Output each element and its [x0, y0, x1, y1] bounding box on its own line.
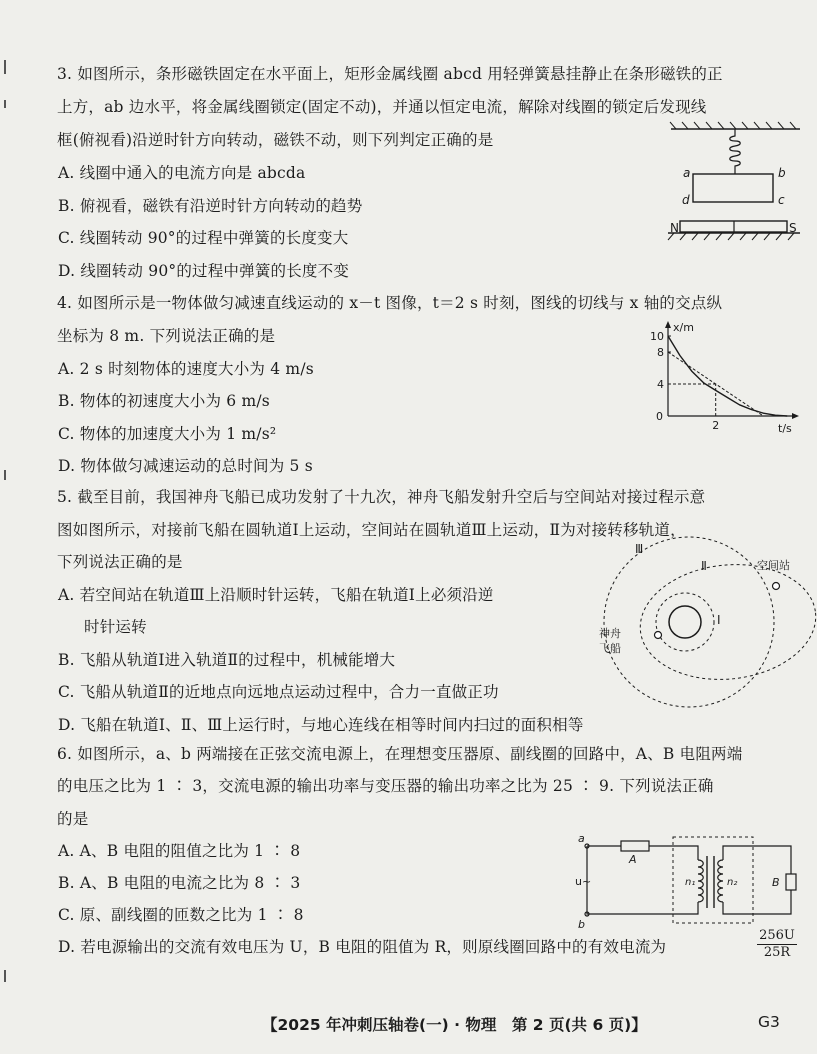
fraction-numerator: 256U — [757, 929, 797, 945]
space-station-label: 空间站 — [757, 559, 790, 572]
xt-curve — [668, 336, 787, 416]
q5-stem-line: 图如图所示，对接前飞船在圆轨道Ⅰ上运动，空间站在圆轨道Ⅲ上运动，Ⅱ为对接转移轨道， — [57, 521, 686, 539]
space-station-marker — [773, 583, 780, 590]
fraction-denominator: 25R — [763, 945, 791, 960]
tangent-line — [668, 352, 763, 416]
q6-option-d: D. 若电源输出的交流有效电压为 U，B 电阻的阻值为 R，则原线圈回路中的有效电流为 — [58, 938, 667, 956]
x-axis-label: t/s — [778, 422, 792, 435]
q6-stem-line: 的电压之比为 1 ∶ 3，交流电源的输出功率与变压器的输出功率之比为 25 ∶ 9. 下列说法正确 — [57, 777, 714, 795]
q4-option-b: B. 物体的初速度大小为 6 m/s — [58, 392, 270, 410]
q4-option-d: D. 物体做匀减速运动的总时间为 5 s — [58, 457, 313, 475]
magnet-s-label: S — [789, 221, 797, 235]
q4-option-a: A. 2 s 时刻物体的速度大小为 4 m/s — [58, 360, 314, 378]
scan-edge-mark — [4, 970, 6, 982]
q3-stem-line: 上方，ab 边水平，将金属线圈锁定(固定不动)，并通以恒定电流，解除对线圈的锁定后发现线 — [57, 98, 707, 116]
corner-label-d: d — [682, 193, 690, 207]
q6-stem-line: 6. 如图所示，a、b 两端接在正弦交流电源上，在理想变压器原、副线圈的回路中，A、B 电阻两端 — [57, 745, 743, 763]
spacecraft-marker — [655, 632, 662, 639]
x-axis-arrow — [792, 413, 799, 419]
q6-stem-line: 的是 — [57, 810, 89, 828]
y-tick-label: 8 — [657, 346, 664, 359]
q5-stem-line: 下列说法正确的是 — [57, 553, 183, 571]
q4-option-c: C. 物体的加速度大小为 1 m/s² — [58, 425, 277, 443]
resistor-b-label: B — [772, 876, 780, 889]
orbit-1-label: Ⅰ — [717, 613, 721, 627]
y-tick-label: 4 — [657, 378, 664, 391]
orbit-1 — [656, 593, 714, 651]
paper-code: G3 — [758, 1013, 780, 1031]
q5-option-d: D. 飞船在轨道Ⅰ、Ⅱ、Ⅲ上运行时，与地心连线在相等时间内扫过的面积相等 — [58, 716, 584, 734]
q4-stem-line: 坐标为 8 m. 下列说法正确的是 — [57, 327, 276, 345]
earth — [669, 606, 701, 638]
terminal-a-label: a — [578, 832, 585, 845]
y-axis-label: x/m — [673, 321, 694, 334]
q3-option-d: D. 线圈转动 90°的过程中弹簧的长度不变 — [58, 262, 350, 280]
q4-xt-chart — [646, 318, 806, 438]
q3-option-c: C. 线圈转动 90°的过程中弹簧的长度变大 — [58, 229, 349, 247]
page-footer: 【2025 年冲刺压轴卷(一) · 物理 第 2 页(共 6 页)】 — [262, 1016, 647, 1034]
primary-turns-label: n₁ — [685, 877, 696, 888]
q5-option-c: C. 飞船从轨道Ⅱ的近地点向远地点运动过程中，合力一直做正功 — [58, 683, 499, 701]
source-label: u~ — [575, 875, 592, 888]
origin-label: 0 — [656, 410, 663, 423]
q6-option-a: A. A、B 电阻的阻值之比为 1 ∶ 8 — [58, 842, 301, 860]
y-tick-label: 10 — [650, 330, 664, 343]
corner-label-a: a — [683, 166, 691, 180]
q6-option-d-fraction — [757, 929, 797, 960]
secondary-turns-label: n₂ — [727, 877, 738, 888]
orbit-2-label: Ⅱ — [701, 559, 707, 573]
corner-label-b: b — [778, 166, 786, 180]
q6-transformer-circuit — [575, 830, 805, 932]
magnet-n-label: N — [670, 221, 679, 235]
q5-orbit-figure — [593, 538, 805, 708]
q5-stem-line: 5. 截至目前，我国神舟飞船已成功发射了十九次，神舟飞船发射升空后与空间站对接过程示意 — [57, 488, 706, 506]
orbit-2 — [635, 556, 817, 688]
scan-edge-mark — [4, 60, 6, 74]
q6-option-b: B. A、B 电阻的电流之比为 8 ∶ 3 — [58, 874, 301, 892]
corner-label-c: c — [778, 193, 785, 207]
q5-option-a-continued: 时针运转 — [84, 618, 147, 636]
spacecraft-label: 飞船 — [599, 642, 621, 655]
q4-stem-line: 4. 如图所示是一物体做匀减速直线运动的 x－t 图像，t＝2 s 时刻，图线的切线与 x 轴的交点纵 — [57, 294, 723, 312]
x-tick-label: 2 — [712, 419, 720, 432]
q3-stem-line: 3. 如图所示，条形磁铁固定在水平面上，矩形金属线圈 abcd 用轻弹簧悬挂静止在条形磁铁的正 — [57, 65, 723, 83]
orbit-3-label: Ⅲ — [635, 542, 644, 556]
q5-option-a: A. 若空间站在轨道Ⅲ上沿顺时针运转，飞船在轨道Ⅰ上必须沿逆 — [58, 586, 494, 604]
q3-stem-line: 框(俯视看)沿逆时针方向转动，磁铁不动，则下列判定正确的是 — [57, 131, 494, 149]
resistor-a-label: A — [629, 853, 637, 866]
scan-edge-mark — [4, 100, 6, 108]
q6-option-c: C. 原、副线圈的匝数之比为 1 ∶ 8 — [58, 906, 304, 924]
q3-option-a: A. 线圈中通入的电流方向是 abcda — [58, 164, 306, 182]
y-axis-arrow — [665, 321, 671, 328]
terminal-b-label: b — [578, 918, 585, 931]
q5-option-b: B. 飞船从轨道Ⅰ进入轨道Ⅱ的过程中，机械能增大 — [58, 651, 396, 669]
q3-magnet-coil-figure — [668, 122, 803, 240]
q3-option-b: B. 俯视看，磁铁有沿逆时针方向转动的趋势 — [58, 197, 363, 215]
scan-edge-mark — [4, 470, 6, 480]
orbit-3 — [604, 537, 774, 707]
spacecraft-label: 神舟 — [599, 627, 621, 640]
